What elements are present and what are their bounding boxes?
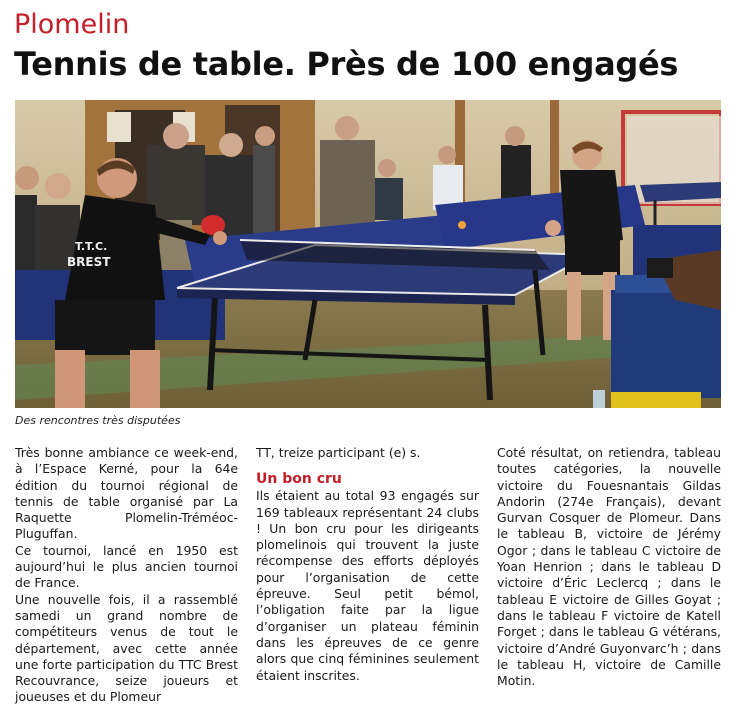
paragraph: Coté résultat, on retiendra, tableau toutes catégories, la nouvelle victoire du Fouesnantais Gildas Andorin (274e Français), devant Gurvan Cosquer de Plomeur. Dans le tableau B, victoire de Jérémy Ogor ; dans le tableau C victoire de Yoan Henrion ; dans le tableau D victoire d’Éric Leclercq ; dans le tableau E victoire de Gilles Goyat ; dans le tableau F victoire de Katell Forget ; dans le tableau G vétérans, victoire d’André Guyonvarc’h ; dans le tableau H, victoire de Camille Motin. bbox=[497, 445, 721, 689]
ball bbox=[458, 221, 466, 229]
paragraph: Une nouvelle fois, il a rassemblé samedi un grand nombre de compétiteurs venus de tout le département, avec cette année une forte participation du TTC Brest Recouvrance, seize joueurs et joueuses et du Plomeur bbox=[15, 591, 238, 705]
article-column-1 bbox=[15, 445, 238, 706]
paragraph: TT, treize participant (e) s. bbox=[256, 445, 421, 460]
shirt-text: BREST bbox=[67, 255, 111, 269]
article-column-3 bbox=[497, 445, 721, 689]
table-tennis-scene bbox=[15, 100, 721, 408]
door-window bbox=[107, 112, 131, 142]
article-photo bbox=[15, 100, 721, 408]
shirt-text: T.T.C. bbox=[75, 240, 108, 253]
article-headline: Tennis de table. Près de 100 engagés bbox=[14, 45, 679, 83]
paragraph: Ce tournoi, lancé en 1950 est aujourd’hui le plus ancien tournoi de France. bbox=[15, 542, 238, 591]
section-kicker: Plomelin bbox=[14, 9, 130, 40]
article-column-2 bbox=[256, 445, 479, 684]
paragraph: Ils étaient au total 93 engagés sur 169 tableaux représentant 24 clubs ! Un bon cru pour les dirigeants plomelinois qui trouvent la juste récompense des efforts déployés pour l’organisation de cette épreuve. Seul petit bémol, l’obligation faite par la ligue d’organiser un plateau féminin dans les épreuves de ce genre alors que cinq féminines seulement étaient inscrites. bbox=[256, 488, 479, 683]
subheading: Un bon cru bbox=[256, 471, 342, 488]
photo-caption: Des rencontres très disputées bbox=[15, 414, 181, 427]
paragraph: Très bonne ambiance ce week-end, à l’Espace Kerné, pour la 64e édition du tournoi régional de tennis de table organisé par La Raquette Plomelin-Tréméoc-Pluguffan. bbox=[15, 445, 238, 542]
